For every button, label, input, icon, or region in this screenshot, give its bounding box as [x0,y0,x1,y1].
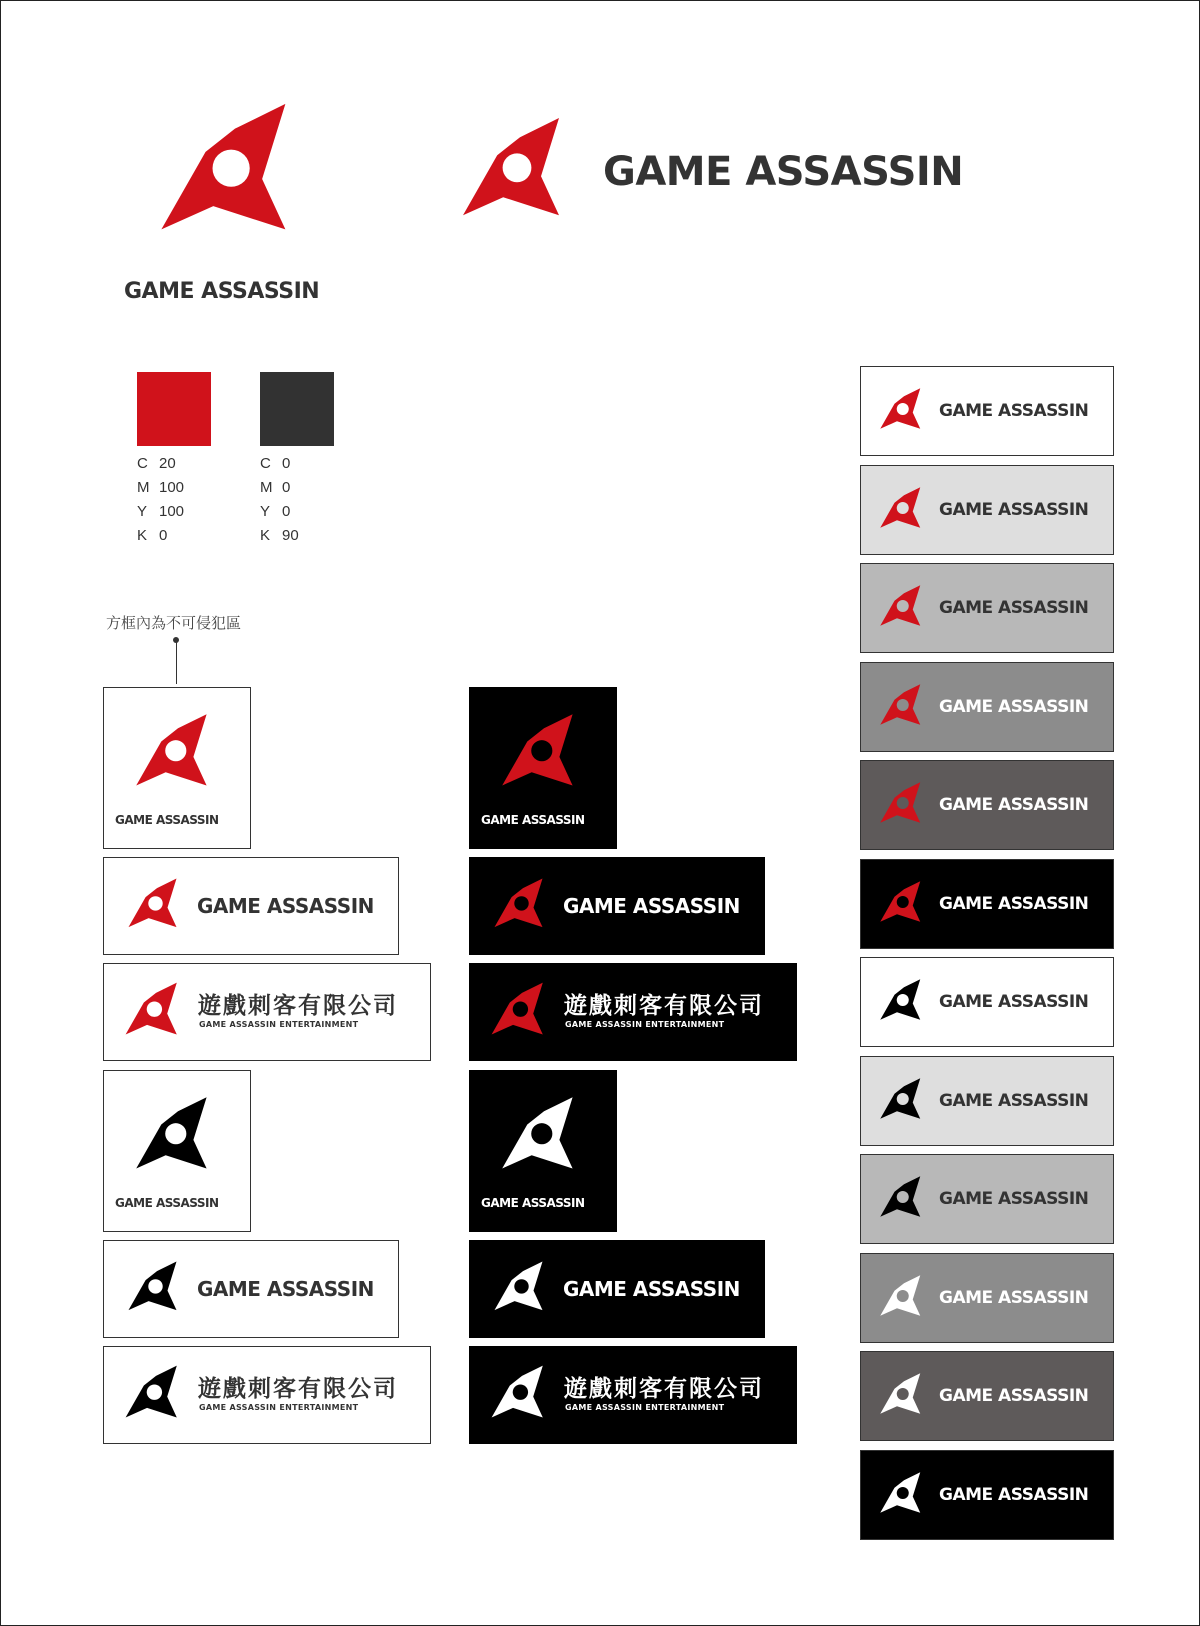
shuriken-icon [879,1274,929,1324]
shuriken-hole [165,1123,186,1144]
logo-stacked-red-on-white [103,687,251,849]
shuriken-icon [879,486,929,536]
wordmark: GAME ASSASSIN [481,813,585,827]
shuriken-icon [879,1175,929,1225]
logo-horizontal-white-on-black [469,1240,765,1338]
logo-variant-box [860,760,1114,850]
color-swatch-dark-gray [260,372,334,446]
shuriken-icon [492,1260,554,1320]
wordmark: GAME ASSASSIN [124,279,320,304]
logo-variant-box [860,1450,1114,1540]
wordmark: GAME ASSASSIN [939,500,1089,520]
shuriken-hole [897,1093,909,1105]
wordmark: GAME ASSASSIN [939,697,1089,717]
wordmark: GAME ASSASSIN [603,149,964,195]
shuriken-hole [513,1384,528,1399]
logo-variant-box [860,1253,1114,1343]
shuriken-hole [147,1001,162,1016]
shuriken-icon [490,1364,554,1428]
shuriken-hole [897,1487,909,1499]
logo-variant-box [860,1056,1114,1146]
shuriken-hole [897,1290,909,1302]
chinese-name: 遊戲刺客有限公司 [564,1376,764,1402]
wordmark: GAME ASSASSIN [197,1277,374,1301]
wordmark: GAME ASSASSIN [481,1196,585,1210]
wordmark: GAME ASSASSIN [115,813,219,827]
shuriken-hole [897,896,909,908]
english-subtitle: GAME ASSASSIN ENTERTAINMENT [199,1020,359,1029]
wordmark: GAME ASSASSIN [939,1485,1089,1505]
shuriken-icon [879,781,929,831]
shuriken-hole [514,1279,528,1293]
shuriken-icon [126,1260,188,1320]
wordmark: GAME ASSASSIN [115,1196,219,1210]
shuriken-hole [213,150,250,187]
chinese-name: 遊戲刺客有限公司 [198,993,398,1019]
wordmark: GAME ASSASSIN [939,1189,1089,1209]
shuriken-icon [490,981,554,1045]
shuriken-icon [879,1077,929,1127]
wordmark: GAME ASSASSIN [939,795,1089,815]
wordmark: GAME ASSASSIN [939,401,1089,421]
shuriken-hole [897,1191,909,1203]
shuriken-icon [134,1095,222,1183]
shuriken-hole [897,1388,909,1400]
logo-stacked-black-on-white [103,1070,251,1232]
shuriken-icon [879,880,929,930]
logo-chinese-white-on-black [469,1346,797,1444]
logo-variant-box [860,957,1114,1047]
shuriken-icon [879,1471,929,1521]
shuriken-hole [897,502,909,514]
logo-horizontal-black-on-white [103,1240,399,1338]
shuriken-icon [500,712,588,800]
shuriken-hole [148,896,162,910]
wordmark: GAME ASSASSIN [939,1386,1089,1406]
shuriken-icon [879,387,929,437]
shuriken-hole [165,740,186,761]
shuriken-hole [514,896,528,910]
shuriken-hole [531,740,552,761]
leader-line [176,640,177,684]
shuriken-hole [503,153,532,182]
logo-chinese-black-on-white [103,1346,431,1444]
color-swatch-red [137,372,211,446]
logo-variant-box [860,366,1114,456]
shuriken-hole [531,1123,552,1144]
shuriken-icon [879,683,929,733]
wordmark: GAME ASSASSIN [563,1277,740,1301]
english-subtitle: GAME ASSASSIN ENTERTAINMENT [565,1403,725,1412]
shuriken-hole [897,797,909,809]
logo-variant-box [860,465,1114,555]
logo-variant-box [860,563,1114,653]
wordmark: GAME ASSASSIN [939,894,1089,914]
shuriken-icon [500,1095,588,1183]
logo-horizontal-red-on-white [103,857,399,955]
english-subtitle: GAME ASSASSIN ENTERTAINMENT [199,1403,359,1412]
clear-space-note: 方框內為不可侵犯區 [106,614,242,632]
logo-horizontal-red-on-black [469,857,765,955]
logo-variant-box [860,662,1114,752]
shuriken-icon [460,115,580,235]
shuriken-hole [147,1384,162,1399]
shuriken-hole [897,994,909,1006]
english-subtitle: GAME ASSASSIN ENTERTAINMENT [565,1020,725,1029]
logo-chinese-red-on-black [469,963,797,1061]
logo-stacked-red-on-black [469,687,617,849]
shuriken-icon [126,877,188,937]
shuriken-icon [492,877,554,937]
chinese-name: 遊戲刺客有限公司 [564,993,764,1019]
logo-chinese-red-on-white [103,963,431,1061]
wordmark: GAME ASSASSIN [939,1091,1089,1111]
wordmark: GAME ASSASSIN [197,894,374,918]
wordmark: GAME ASSASSIN [939,598,1089,618]
shuriken-hole [897,600,909,612]
shuriken-icon [134,712,222,800]
shuriken-hole [513,1001,528,1016]
shuriken-icon [879,1372,929,1422]
shuriken-icon [879,978,929,1028]
wordmark: GAME ASSASSIN [939,1288,1089,1308]
cmyk-values-dark-gray: C 0 M 0 Y 0 K 90 [260,455,299,544]
shuriken-icon [155,100,315,255]
shuriken-icon [879,584,929,634]
wordmark: GAME ASSASSIN [939,992,1089,1012]
cmyk-values-red: C 20 M 100 Y 100 K 0 [137,455,185,544]
shuriken-icon [124,1364,188,1428]
logo-variant-box [860,859,1114,949]
wordmark: GAME ASSASSIN [563,894,740,918]
shuriken-hole [897,699,909,711]
logo-stacked-white-on-black [469,1070,617,1232]
logo-variant-box [860,1351,1114,1441]
chinese-name: 遊戲刺客有限公司 [198,1376,398,1402]
shuriken-icon [124,981,188,1045]
logo-variant-box [860,1154,1114,1244]
shuriken-hole [897,403,909,415]
shuriken-hole [148,1279,162,1293]
